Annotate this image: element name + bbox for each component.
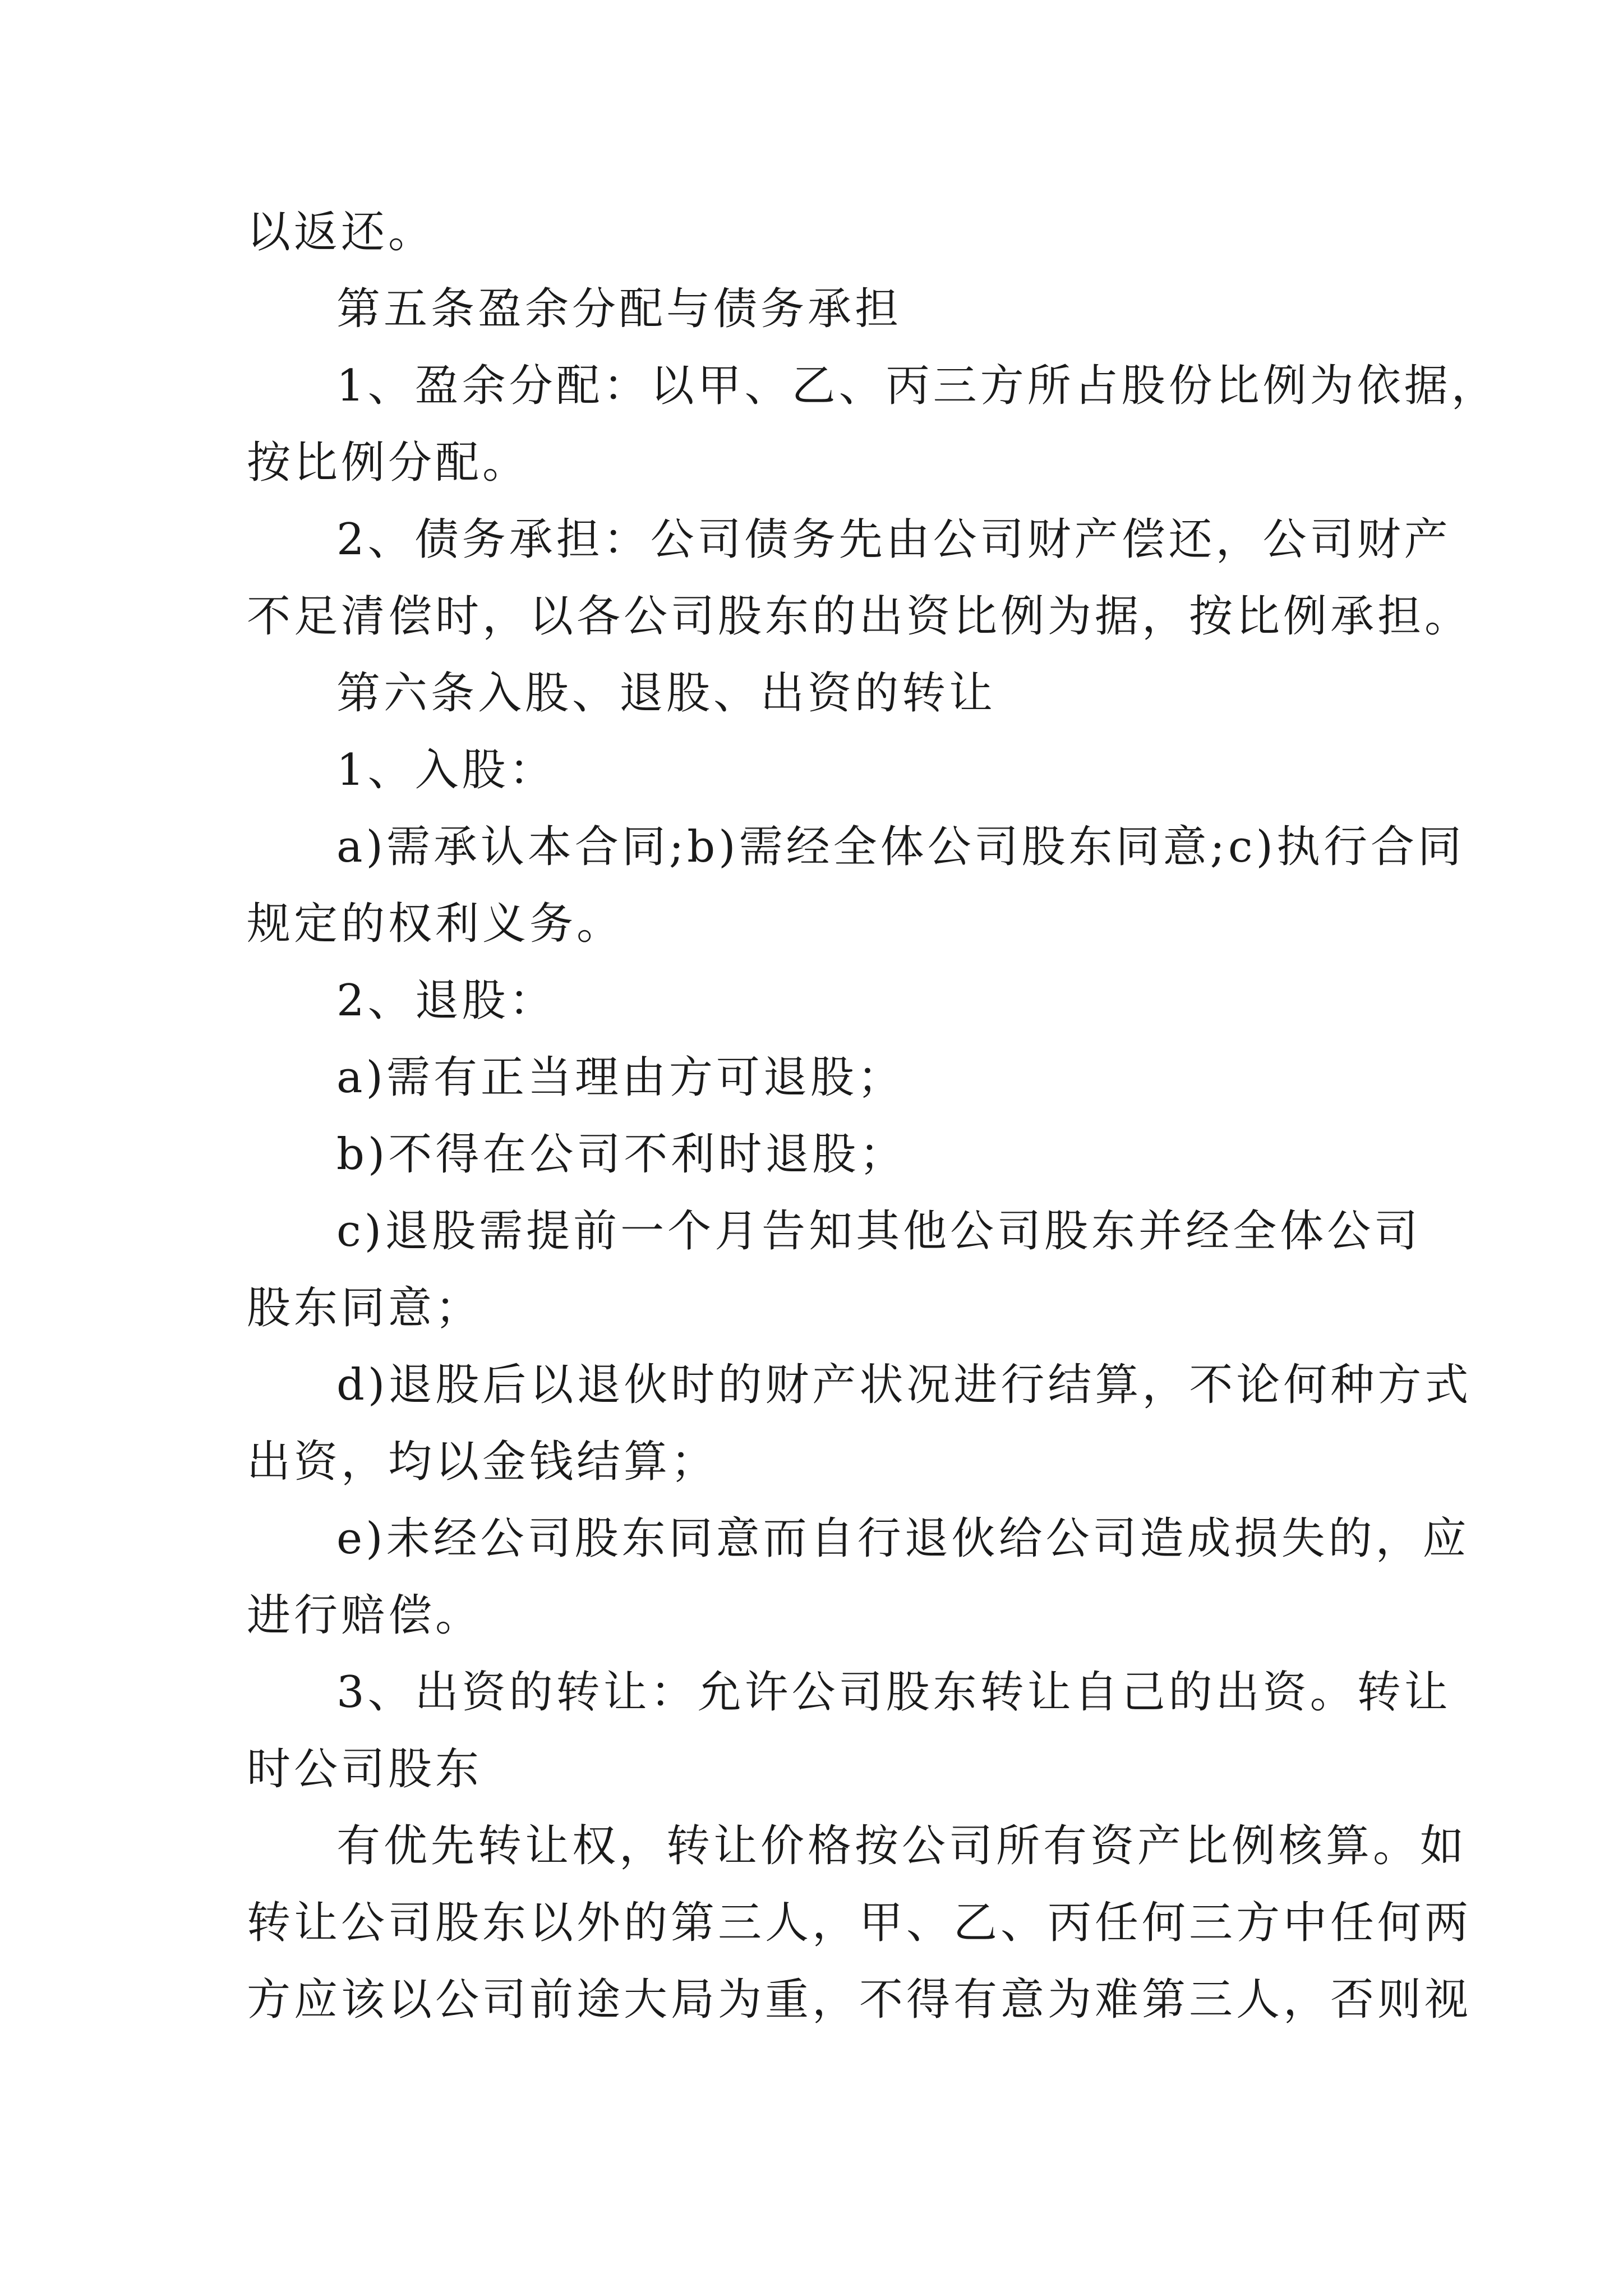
text-line: a)需有正当理由方可退股；	[336, 1052, 905, 1103]
section-heading: 第五条盈余分配与债务承担	[336, 284, 902, 334]
text-line: 1、入股：	[336, 745, 556, 795]
text-line: a)需承认本合同;b)需经全体公司股东同意;c)执行合同	[336, 822, 1465, 872]
text-line: 不足清偿时，以各公司股东的出资比例为据，按比例承担。	[247, 591, 1472, 642]
document-body	[247, 194, 1498, 2039]
text-line: 进行赔偿。	[247, 1590, 483, 1641]
text-line: 以返还。	[247, 207, 436, 257]
text-line: 时公司股东	[247, 1744, 483, 1795]
text-line: 有优先转让权，转让价格按公司所有资产比例核算。如	[336, 1821, 1468, 1871]
text-line: 方应该以公司前途大局为重，不得有意为难第三人，否则视	[247, 1975, 1472, 2025]
text-line: 2、债务承担：公司债务先由公司财产偿还，公司财产	[336, 514, 1451, 565]
text-line: 出资，均以金钱结算；	[247, 1437, 718, 1487]
text-line: c)退股需提前一个月告知其他公司股东并经全体公司	[336, 1206, 1422, 1257]
text-line: 规定的权利义务。	[247, 899, 624, 949]
text-line: 按比例分配。	[247, 438, 530, 488]
text-line: d)退股后以退伙时的财产状况进行结算，不论何种方式	[336, 1360, 1472, 1410]
text-line: 3、出资的转让：允许公司股东转让自己的出资。转让	[336, 1667, 1451, 1718]
text-line: 2、退股：	[336, 976, 556, 1026]
text-line: e)未经公司股东同意而自行退伙给公司造成损失的，应	[336, 1513, 1470, 1564]
text-line: b)不得在公司不利时退股；	[336, 1129, 907, 1180]
text-line: 股东同意；	[247, 1283, 483, 1333]
text-line: 1、盈余分配：以甲、乙、丙三方所占股份比例为依据，	[336, 361, 1498, 411]
section-heading: 第六条入股、退股、出资的转让	[336, 668, 997, 719]
text-line: 转让公司股东以外的第三人，甲、乙、丙任何三方中任何两	[247, 1898, 1472, 1948]
